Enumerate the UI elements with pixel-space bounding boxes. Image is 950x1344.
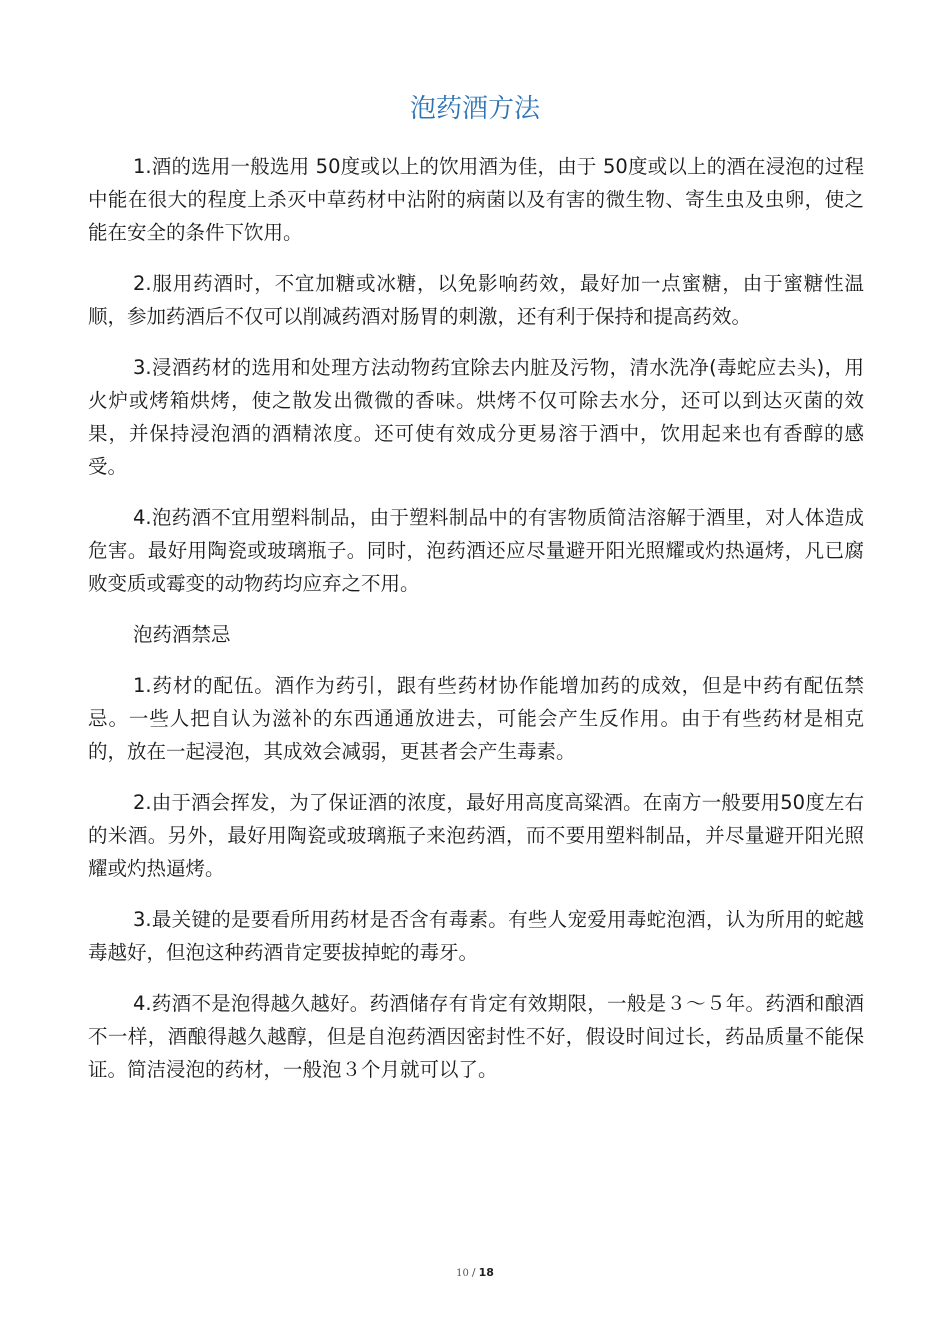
paragraph-5: 1.药材的配伍。酒作为药引，跟有些药材协作能增加药的成效，但是中药有配伍禁忌。一些人把自认为滋补的东西通通放进去，可能会产生反作用。由于有些药材是相克的，放在一起浸泡，其成效会减弱，更甚者会产生毒素。 [88,674,864,763]
paragraph-3: 3.浸酒药材的选用和处理方法动物药宜除去内脏及污物，清水洗净(毒蛇应去头)，用火炉或烤箱烘烤，使之散发出微微的香味。烘烤不仅可除去水分，还可以到达灭菌的效果，并保持浸泡酒的酒精浓度。还可使有效成分更易溶于酒中，饮用起来也有香醇的感受。 [88,356,864,478]
paragraph-4: 4.泡药酒不宜用塑料制品，由于塑料制品中的有害物质简洁溶解于酒里，对人体造成危害。最好用陶瓷或玻璃瓶子。同时，泡药酒还应尽量避开阳光照耀或灼热逼烤，凡已腐败变质或霉变的动物药均应弃之不用。 [88,506,864,595]
document-title: 泡药酒方法 [409,94,540,124]
paragraph-2: 2.服用药酒时，不宜加糖或冰糖，以免影响药效，最好加一点蜜糖，由于蜜糖性温顺，参加药酒后不仅可以削减药酒对肠胃的刺激，还有利于保持和提高药效。 [88,272,864,328]
page-separator: / [471,1266,476,1279]
paragraph-8: 4.药酒不是泡得越久越好。药酒储存有肯定有效期限，一般是３～５年。药酒和酿酒不一样，酒酿得越久越醇，但是自泡药酒因密封性不好，假设时间过长，药品质量不能保证。简洁浸泡的药材，一般泡３个月就可以了。 [88,992,864,1081]
section-heading: 泡药酒禁忌 [133,623,231,646]
current-page-number: 10 [456,1268,469,1279]
paragraph-6: 2.由于酒会挥发，为了保证酒的浓度，最好用高度高粱酒。在南方一般要用50度左右的米酒。另外，最好用陶瓷或玻璃瓶子来泡药酒，而不要用塑料制品，并尽量避开阳光照耀或灼热逼烤。 [88,791,864,880]
total-pages-number: 18 [478,1266,494,1279]
document-body [88,150,864,1104]
paragraph-7: 3.最关键的是要看所用药材是否含有毒素。有些人宠爱用毒蛇泡酒，认为所用的蛇越毒越好，但泡这种药酒肯定要拔掉蛇的毒牙。 [88,908,864,964]
paragraph-1: 1.酒的选用一般选用 50度或以上的饮用酒为佳，由于 50度或以上的酒在浸泡的过程中能在很大的程度上杀灭中草药材中沾附的病菌以及有害的微生物、寄生虫及虫卵，使之能在安全的条件下饮用。 [88,155,864,244]
page-number-footer [0,1265,950,1282]
